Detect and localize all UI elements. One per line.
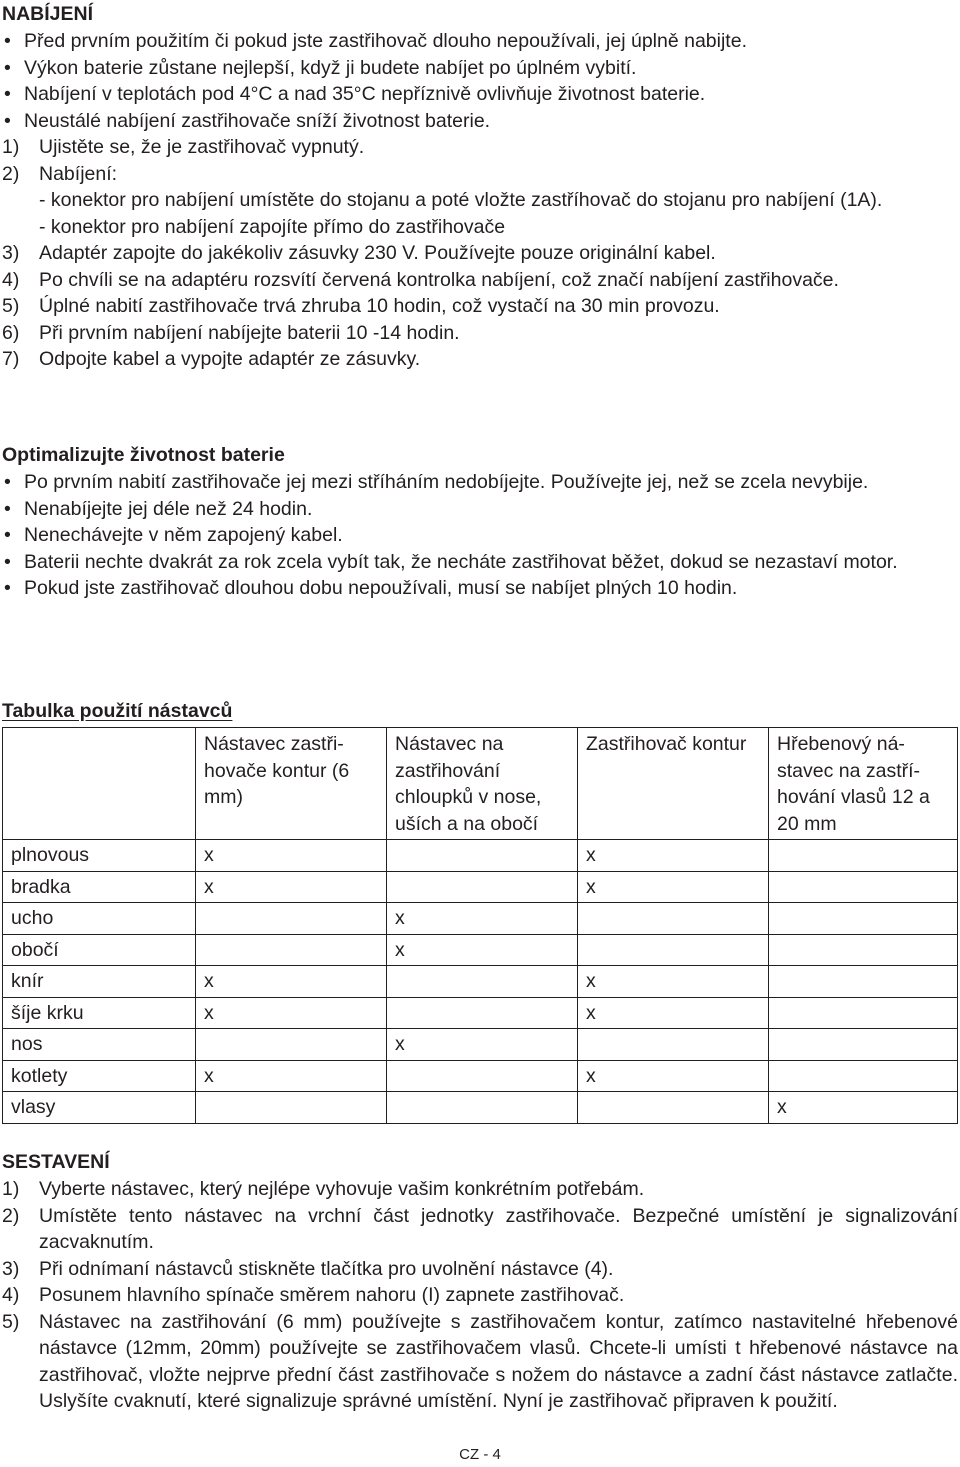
list-item bbox=[0, 293, 958, 320]
table-cell bbox=[387, 997, 578, 1029]
table-header-cell: Zastřihovač kontur bbox=[578, 728, 769, 840]
table-cell: šíje krku bbox=[3, 997, 196, 1029]
table-cell: x bbox=[387, 903, 578, 935]
step-text: Nástavec na zastřihování (6 mm) používejte s zastřihovačem kontur, zatímco nastavitelné hřebenové nástavce (12mm, 20mm) používejte se zastřihovačem vlasů. Chcete-li umísti t hřebenové nástavce na zastřihovač, vložte nejprve přední část zastřihovače s nožem do nástavce a zadní část nástavce zatlačte. Uslyšíte cvaknutí, které signalizuje správné umístění. Nyní je zastřihovač připraven k použití. bbox=[39, 1310, 958, 1412]
table-cell: x bbox=[196, 966, 387, 998]
list-item bbox=[0, 1256, 958, 1283]
step-number: 2) bbox=[2, 162, 20, 185]
list-item: • Výkon baterie zůstane nejlepší, když ji budete nabíjet po úplném vybití. bbox=[0, 55, 958, 82]
table-cell bbox=[769, 1029, 958, 1061]
table-cell bbox=[387, 840, 578, 872]
table-cell: x bbox=[578, 1060, 769, 1092]
table-cell bbox=[578, 934, 769, 966]
table-row bbox=[3, 934, 958, 966]
table-row bbox=[3, 903, 958, 935]
list-item bbox=[0, 1282, 958, 1309]
list-item bbox=[0, 161, 958, 188]
step-number: 4) bbox=[2, 1284, 20, 1306]
list-item bbox=[0, 1203, 958, 1256]
list-item bbox=[0, 1176, 958, 1203]
table-cell bbox=[196, 1092, 387, 1124]
step-text: Posunem hlavního spínače směrem nahoru (I) zapnete zastřihovač. bbox=[39, 1284, 625, 1306]
list-item: - konektor pro nabíjení zapojíte přímo do zastřihovače bbox=[39, 215, 506, 238]
list-item bbox=[0, 240, 958, 267]
assembly-title: SESTAVENÍ bbox=[2, 1151, 110, 1173]
table-cell bbox=[387, 871, 578, 903]
table-cell bbox=[578, 903, 769, 935]
charging-bullet-list bbox=[0, 28, 958, 373]
table-row bbox=[3, 1029, 958, 1061]
table-cell bbox=[769, 997, 958, 1029]
table-row bbox=[3, 997, 958, 1029]
table-cell bbox=[387, 1060, 578, 1092]
step-text: Po chvíli se na adaptéru rozsvítí červená kontrolka nabíjení, což značí nabíjení zastřihovače. bbox=[39, 268, 839, 291]
table-cell: x bbox=[578, 997, 769, 1029]
table-cell bbox=[387, 966, 578, 998]
table-cell: x bbox=[387, 934, 578, 966]
table-cell: kotlety bbox=[3, 1060, 196, 1092]
list-item bbox=[0, 320, 958, 347]
table-header-cell: Nástavec na zastřihování chloupků v nose, uších a na obočí bbox=[387, 728, 578, 840]
list-item bbox=[0, 346, 958, 373]
table-row bbox=[3, 1092, 958, 1124]
table-row bbox=[3, 840, 958, 872]
list-item: • Baterii nechte dvakrát za rok zcela vybít tak, že necháte zastřihovat běžet, dokud se nezastaví motor. bbox=[0, 549, 958, 576]
assembly-step-list bbox=[0, 1176, 958, 1415]
list-item: • Pokud jste zastřihovač dlouhou dobu nepoužívali, musí se nabíjet plných 10 hodin. bbox=[0, 575, 958, 602]
table-cell: x bbox=[196, 1060, 387, 1092]
battery-bullet-list bbox=[0, 469, 958, 602]
table-cell: x bbox=[769, 1092, 958, 1124]
table-cell: plnovous bbox=[3, 840, 196, 872]
attachment-usage-table bbox=[2, 727, 958, 1124]
table-cell: x bbox=[196, 997, 387, 1029]
table-cell: nos bbox=[3, 1029, 196, 1061]
list-item: • Neustálé nabíjení zastřihovače sníží životnost baterie. bbox=[0, 108, 958, 135]
step-text: Nabíjení: bbox=[39, 162, 118, 185]
table-cell bbox=[769, 840, 958, 872]
table-cell: x bbox=[578, 966, 769, 998]
table-header-cell: Hřebenový ná-stavec na zastří-hování vlasů 12 a 20 mm bbox=[769, 728, 958, 840]
step-text: Adaptér zapojte do jakékoliv zásuvky 230 V. Používejte pouze originální kabel. bbox=[39, 242, 716, 264]
table-cell: ucho bbox=[3, 903, 196, 935]
table-row bbox=[3, 871, 958, 903]
table-cell: knír bbox=[3, 966, 196, 998]
list-item bbox=[0, 267, 958, 294]
step-text: Při odnímaní nástavců stiskněte tlačítka pro uvolnění nástavce (4). bbox=[39, 1257, 614, 1280]
step-number: 4) bbox=[2, 268, 20, 291]
table-cell bbox=[769, 871, 958, 903]
table-header-cell: Nástavec zastři-hovače kontur (6 mm) bbox=[196, 728, 387, 840]
battery-title: Optimalizujte životnost baterie bbox=[2, 444, 285, 466]
step-text: Ujistěte se, že je zastřihovač vypnutý. bbox=[39, 136, 365, 158]
table-cell bbox=[387, 1092, 578, 1124]
table-cell: x bbox=[196, 840, 387, 872]
table-cell bbox=[769, 966, 958, 998]
table-header-cell bbox=[3, 728, 196, 840]
list-item bbox=[0, 1309, 958, 1415]
table-cell: obočí bbox=[3, 934, 196, 966]
table-cell: vlasy bbox=[3, 1092, 196, 1124]
step-number: 7) bbox=[2, 348, 20, 370]
table-cell bbox=[196, 1029, 387, 1061]
list-item: • Po prvním nabití zastřihovače jej mezi stříháním nedobíjejte. Používejte jej, než se zcela nevybije. bbox=[0, 469, 958, 496]
table-cell: x bbox=[196, 871, 387, 903]
charging-title: NABÍJENÍ bbox=[2, 3, 94, 25]
list-item: - konektor pro nabíjení umístěte do stojanu a poté vložte zastříhovač do stojanu pro nabíjení (1A). bbox=[39, 189, 883, 211]
table-row bbox=[3, 1060, 958, 1092]
table-cell bbox=[196, 934, 387, 966]
table-header-row bbox=[3, 728, 958, 840]
step-number: 3) bbox=[2, 1257, 20, 1280]
page-number: CZ - 4 bbox=[459, 1446, 501, 1463]
table-cell bbox=[769, 1060, 958, 1092]
step-number: 2) bbox=[2, 1204, 20, 1227]
table-cell: x bbox=[578, 871, 769, 903]
list-item: • Nenechávejte v něm zapojený kabel. bbox=[0, 522, 958, 549]
step-number: 5) bbox=[2, 1310, 20, 1333]
step-number: 1) bbox=[2, 136, 20, 158]
step-number: 1) bbox=[2, 1178, 20, 1200]
table-cell: x bbox=[387, 1029, 578, 1061]
step-text: Úplné nabití zastřihovače trvá zhruba 10 hodin, což vystačí na 30 min provozu. bbox=[39, 295, 720, 317]
table-cell bbox=[578, 1029, 769, 1061]
table-cell: bradka bbox=[3, 871, 196, 903]
table-cell: x bbox=[578, 840, 769, 872]
step-number: 5) bbox=[2, 295, 20, 317]
table-cell bbox=[196, 903, 387, 935]
table-row bbox=[3, 966, 958, 998]
step-number: 3) bbox=[2, 242, 20, 264]
list-item: • Nabíjení v teplotách pod 4°C a nad 35°C nepříznivě ovlivňuje životnost baterie. bbox=[0, 81, 958, 108]
step-text: Umístěte tento nástavec na vrchní část jednotky zastřihovače. Bezpečné umístění je signalizování zacvaknutím. bbox=[39, 1204, 958, 1253]
table-cell bbox=[769, 903, 958, 935]
step-text: Odpojte kabel a vypojte adaptér ze zásuvky. bbox=[39, 348, 421, 370]
list-item: • Před prvním použitím či pokud jste zastřihovač dlouho nepoužívali, jej úplně nabijte. bbox=[0, 28, 958, 55]
table-cell bbox=[578, 1092, 769, 1124]
step-number: 6) bbox=[2, 321, 20, 344]
step-text: Vyberte nástavec, který nejlépe vyhovuje vašim konkrétním potřebám. bbox=[39, 1178, 645, 1200]
list-item bbox=[0, 134, 958, 161]
step-text: Při prvním nabíjení nabíjejte baterii 10 -14 hodin. bbox=[39, 321, 460, 344]
table-cell bbox=[769, 934, 958, 966]
table-title: Tabulka použití nástavců bbox=[2, 700, 233, 722]
list-item: • Nenabíjejte jej déle než 24 hodin. bbox=[0, 496, 958, 523]
